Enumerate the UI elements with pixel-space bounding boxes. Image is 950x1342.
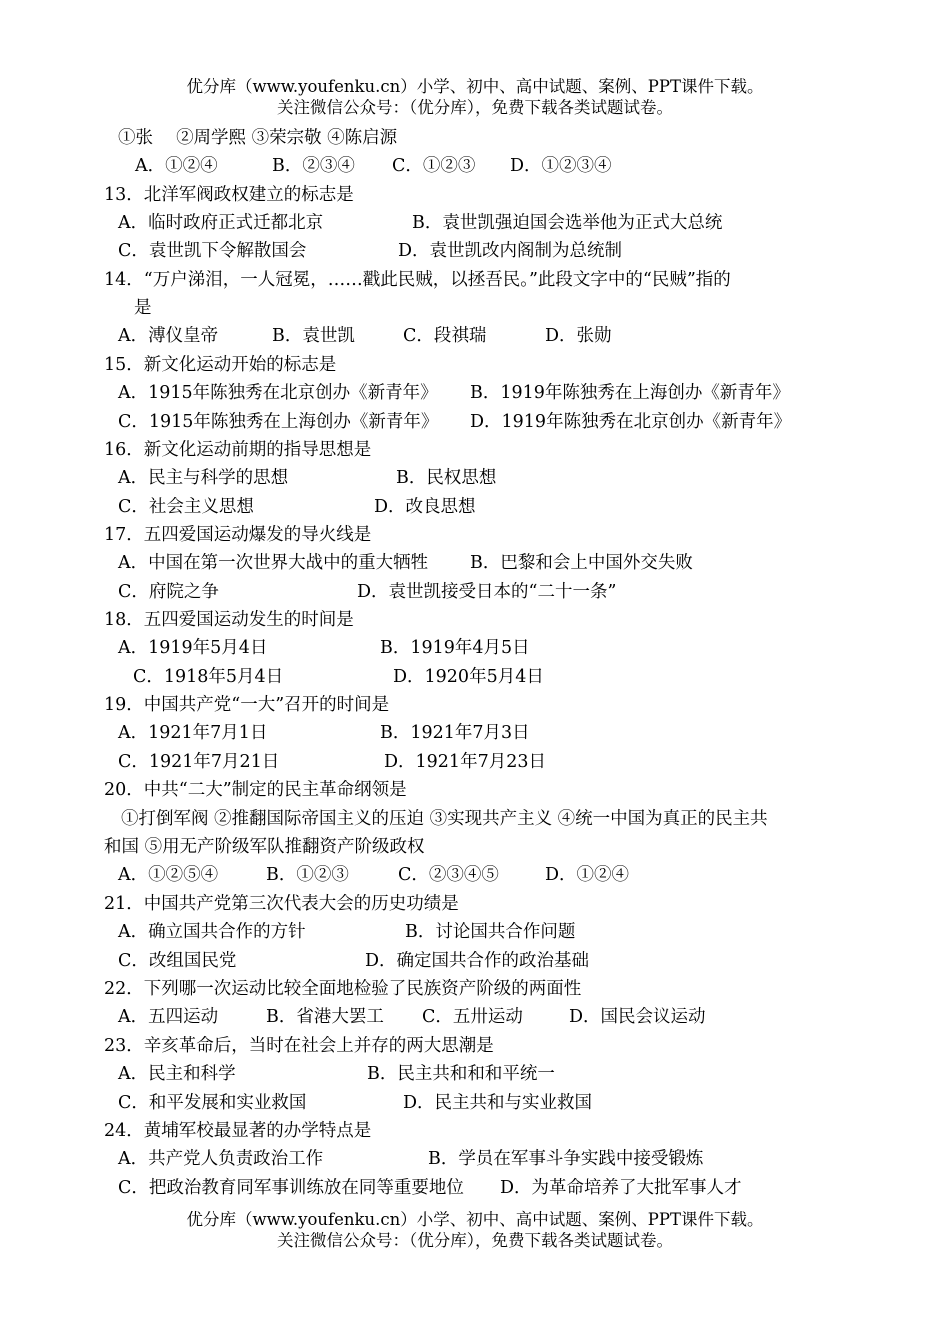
q12-option-d: D．①②③④ [510,156,612,176]
q19-option-a: A．1921年7月1日 [118,723,268,743]
q22-option-a: A．五四运动 [118,1007,219,1027]
q24-option-a: A．共产党人负责政治工作 [118,1149,324,1169]
q16-stem: 16．新文化运动前期的指导思想是 [104,440,372,460]
q17-stem: 17．五四爱国运动爆发的导火线是 [104,525,372,545]
q14-option-d: D．张勋 [545,326,612,346]
q14-stem-line-1: 14．“万户涕泪，一人冠冕，……戳此民贼，以拯吾民。”此段文字中的“民贼”指的 [104,270,731,290]
q24-option-b: B．学员在军事斗争实践中接受锻炼 [428,1149,704,1169]
q21-stem: 21．中国共产党第三次代表大会的历史功绩是 [104,894,459,914]
q20-option-d: D．①②④ [545,865,630,885]
q18-option-d: D．1920年5月4日 [393,667,544,687]
q13-option-c: C．袁世凯下令解散国会 [118,241,307,261]
q18-option-a: A．1919年5月4日 [118,638,268,658]
q19-option-d: D．1921年7月23日 [384,752,546,772]
q16-option-b: B．民权思想 [396,468,497,488]
q12-option-b: B．②③④ [272,156,355,176]
q16-option-d: D．改良思想 [374,497,476,517]
q20-items-line-1: ①打倒军阀 ②推翻国际帝国主义的压迫 ③实现共产主义 ④统一中国为真正的民主共 [121,809,768,829]
q15-option-c: C．1915年陈独秀在上海创办《新青年》 [118,412,439,432]
q22-option-d: D．国民会议运动 [569,1007,706,1027]
q16-option-c: C．社会主义思想 [118,497,254,517]
q14-option-b: B．袁世凯 [272,326,355,346]
q24-stem: 24．黄埔军校最显著的办学特点是 [104,1121,372,1141]
q13-stem: 13．北洋军阀政权建立的标志是 [104,185,354,205]
q20-option-b: B．①②③ [266,865,349,885]
header-line-1: 优分库（www.youfenku.cn）小学、初中、高中试题、案例、PPT课件下载。 [186,77,764,96]
q23-option-c: C．和平发展和实业救国 [118,1093,307,1113]
q14-option-c: C．段祺瑞 [403,326,487,346]
q20-option-a: A．①②⑤④ [118,865,219,885]
q24-option-c: C．把政治教育同军事训练放在同等重要地位 [118,1178,464,1198]
q23-option-d: D．民主共和与实业救国 [403,1093,593,1113]
footer-line-1: 优分库（www.youfenku.cn）小学、初中、高中试题、案例、PPT课件下载。 [186,1210,764,1229]
q12-option-c: C．①②③ [392,156,476,176]
q19-option-b: B．1921年7月3日 [380,723,530,743]
q20-stem: 20．中共“二大”制定的民主革命纲领是 [104,780,407,800]
q24-option-d: D．为革命培养了大批军事人才 [500,1178,742,1198]
q18-option-b: B．1919年4月5日 [380,638,530,658]
q17-option-c: C．府院之争 [118,582,219,602]
q23-stem: 23．辛亥革命后，当时在社会上并存的两大思潮是 [104,1036,494,1056]
q21-option-c: C．改组国民党 [118,951,237,971]
q12-items: ①张 ②周学熙 ③荣宗敬 ④陈启源 [118,128,398,148]
q20-items-line-2: 和国 ⑤用无产阶级军队推翻资产阶级政权 [104,837,425,857]
q17-option-b: B．巴黎和会上中国外交失败 [470,553,693,573]
q13-option-d: D．袁世凯改内阁制为总统制 [398,241,623,261]
q16-option-a: A．民主与科学的思想 [118,468,289,488]
q19-option-c: C．1921年7月21日 [118,752,280,772]
q13-option-b: B．袁世凯强迫国会选举他为正式大总统 [412,213,723,233]
q21-option-d: D．确定国共合作的政治基础 [365,951,590,971]
q12-option-a: A．①②④ [135,156,218,176]
q18-option-c: C．1918年5月4日 [133,667,284,687]
q14-option-a: A．溥仪皇帝 [118,326,219,346]
q17-option-a: A．中国在第一次世界大战中的重大牺牲 [118,553,429,573]
q23-option-a: A．民主和科学 [118,1064,236,1084]
page-header [0,76,950,118]
q15-stem: 15．新文化运动开始的标志是 [104,355,337,375]
q19-stem: 19．中国共产党“一大”召开的时间是 [104,695,390,715]
q14-stem-line-2: 是 [134,298,152,318]
q18-stem: 18．五四爱国运动发生的时间是 [104,610,354,630]
q15-option-d: D．1919年陈独秀在北京创办《新青年》 [470,412,792,432]
q15-option-a: A．1915年陈独秀在北京创办《新青年》 [118,383,438,403]
q15-option-b: B．1919年陈独秀在上海创办《新青年》 [470,383,790,403]
page-footer [0,1209,950,1251]
q22-option-c: C．五卅运动 [422,1007,523,1027]
q17-option-d: D．袁世凯接受日本的“二十一条” [357,582,617,602]
q21-option-b: B．讨论国共合作问题 [405,922,576,942]
footer-line-2: 关注微信公众号：（优分库），免费下载各类试题试卷。 [277,1231,673,1250]
q22-option-b: B．省港大罢工 [266,1007,384,1027]
q20-option-c: C．②③④⑤ [398,865,499,885]
header-line-2: 关注微信公众号：（优分库），免费下载各类试题试卷。 [277,98,673,117]
q21-option-a: A．确立国共合作的方针 [118,922,306,942]
q23-option-b: B．民主共和和和平统一 [367,1064,555,1084]
q22-stem: 22．下列哪一次运动比较全面地检验了民族资产阶级的两面性 [104,979,582,999]
q13-option-a: A．临时政府正式迁都北京 [118,213,324,233]
